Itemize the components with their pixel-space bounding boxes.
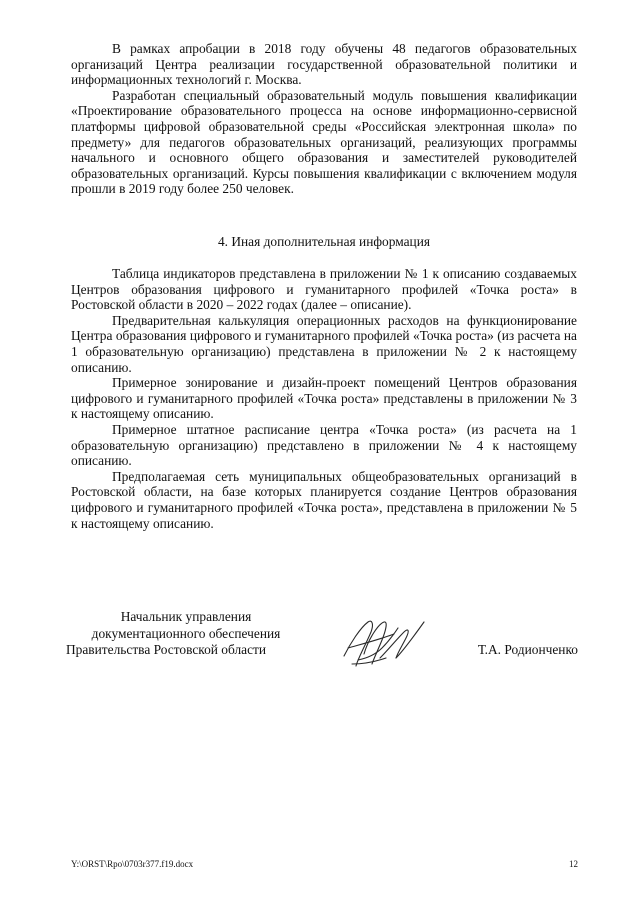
paragraph-training-pilot: В рамках апробации в 2018 году обучены 48 педагогов образовательных организаций Центра реализации государственной образовательной политики и информационных технологий г. Москва. — [71, 41, 577, 88]
paragraph-training-module: Разработан специальный образовательный модуль повышения квалификации «Проектирование образовательного процесса на основе информационно-сервисной платформы цифровой образовательной среды «Российская электронная школа» по предмету» для педагогов образовательных организаций, реализующих программы начального и основного общего образования и заместителей руководителей образовательных организаций. Курсы повышения квалификации с включением модуля прошли в 2019 году более 250 человек. — [71, 87, 577, 197]
signatory-name: Т.А. Родионченко — [477, 642, 578, 657]
paragraph-indicators-table: Таблица индикаторов представлена в приложении № 1 к описанию создаваемых Центров образования цифрового и гуманитарного профилей «Точка роста» в Ростовской области в 2020 – 2022 годах (далее – описание). — [71, 266, 577, 313]
section-4-heading: 4. Иная дополнительная информация — [217, 234, 431, 249]
position-line-1: Начальник управления — [120, 609, 252, 624]
handwritten-signature — [338, 614, 436, 674]
paragraph-school-network: Предполагаемая сеть муниципальных общеобразовательных организаций в Ростовской области, на базе которых планируется создание Центров образования цифрового и гуманитарного профилей «Точка роста», представлена в приложении № 5 к настоящему описанию. — [71, 468, 577, 531]
paragraph-zoning-design: Примерное зонирование и дизайн-проект помещений Центров образования цифрового и гуманитарного профилей «Точка роста» представлены в приложении № 3 к настоящему описанию. — [71, 375, 577, 422]
paragraph-staff-schedule: Примерное штатное расписание центра «Точка роста» (из расчета на 1 образовательную организацию) представлено в приложении № 4 к настоящему описанию. — [71, 421, 577, 469]
section-3-tail — [71, 41, 577, 197]
footer-page-number: 12 — [569, 859, 578, 869]
position-line-2: документационного обеспечения — [91, 625, 281, 641]
position-line-3: Правительства Ростовской области — [66, 642, 267, 657]
section-4-body — [71, 266, 577, 531]
footer-file-path: Y:\ORST\Rpo\0703r377.f19.docx — [71, 859, 194, 869]
signatory-position — [66, 609, 306, 659]
paragraph-operating-costs: Предварительная калькуляция операционных расходов на функционирование Центра образования цифрового и гуманитарного профилей «Точка роста» (из расчета на 1 образовательную организацию) представлена в приложении № 2 к настоящему описанию. — [71, 312, 577, 375]
